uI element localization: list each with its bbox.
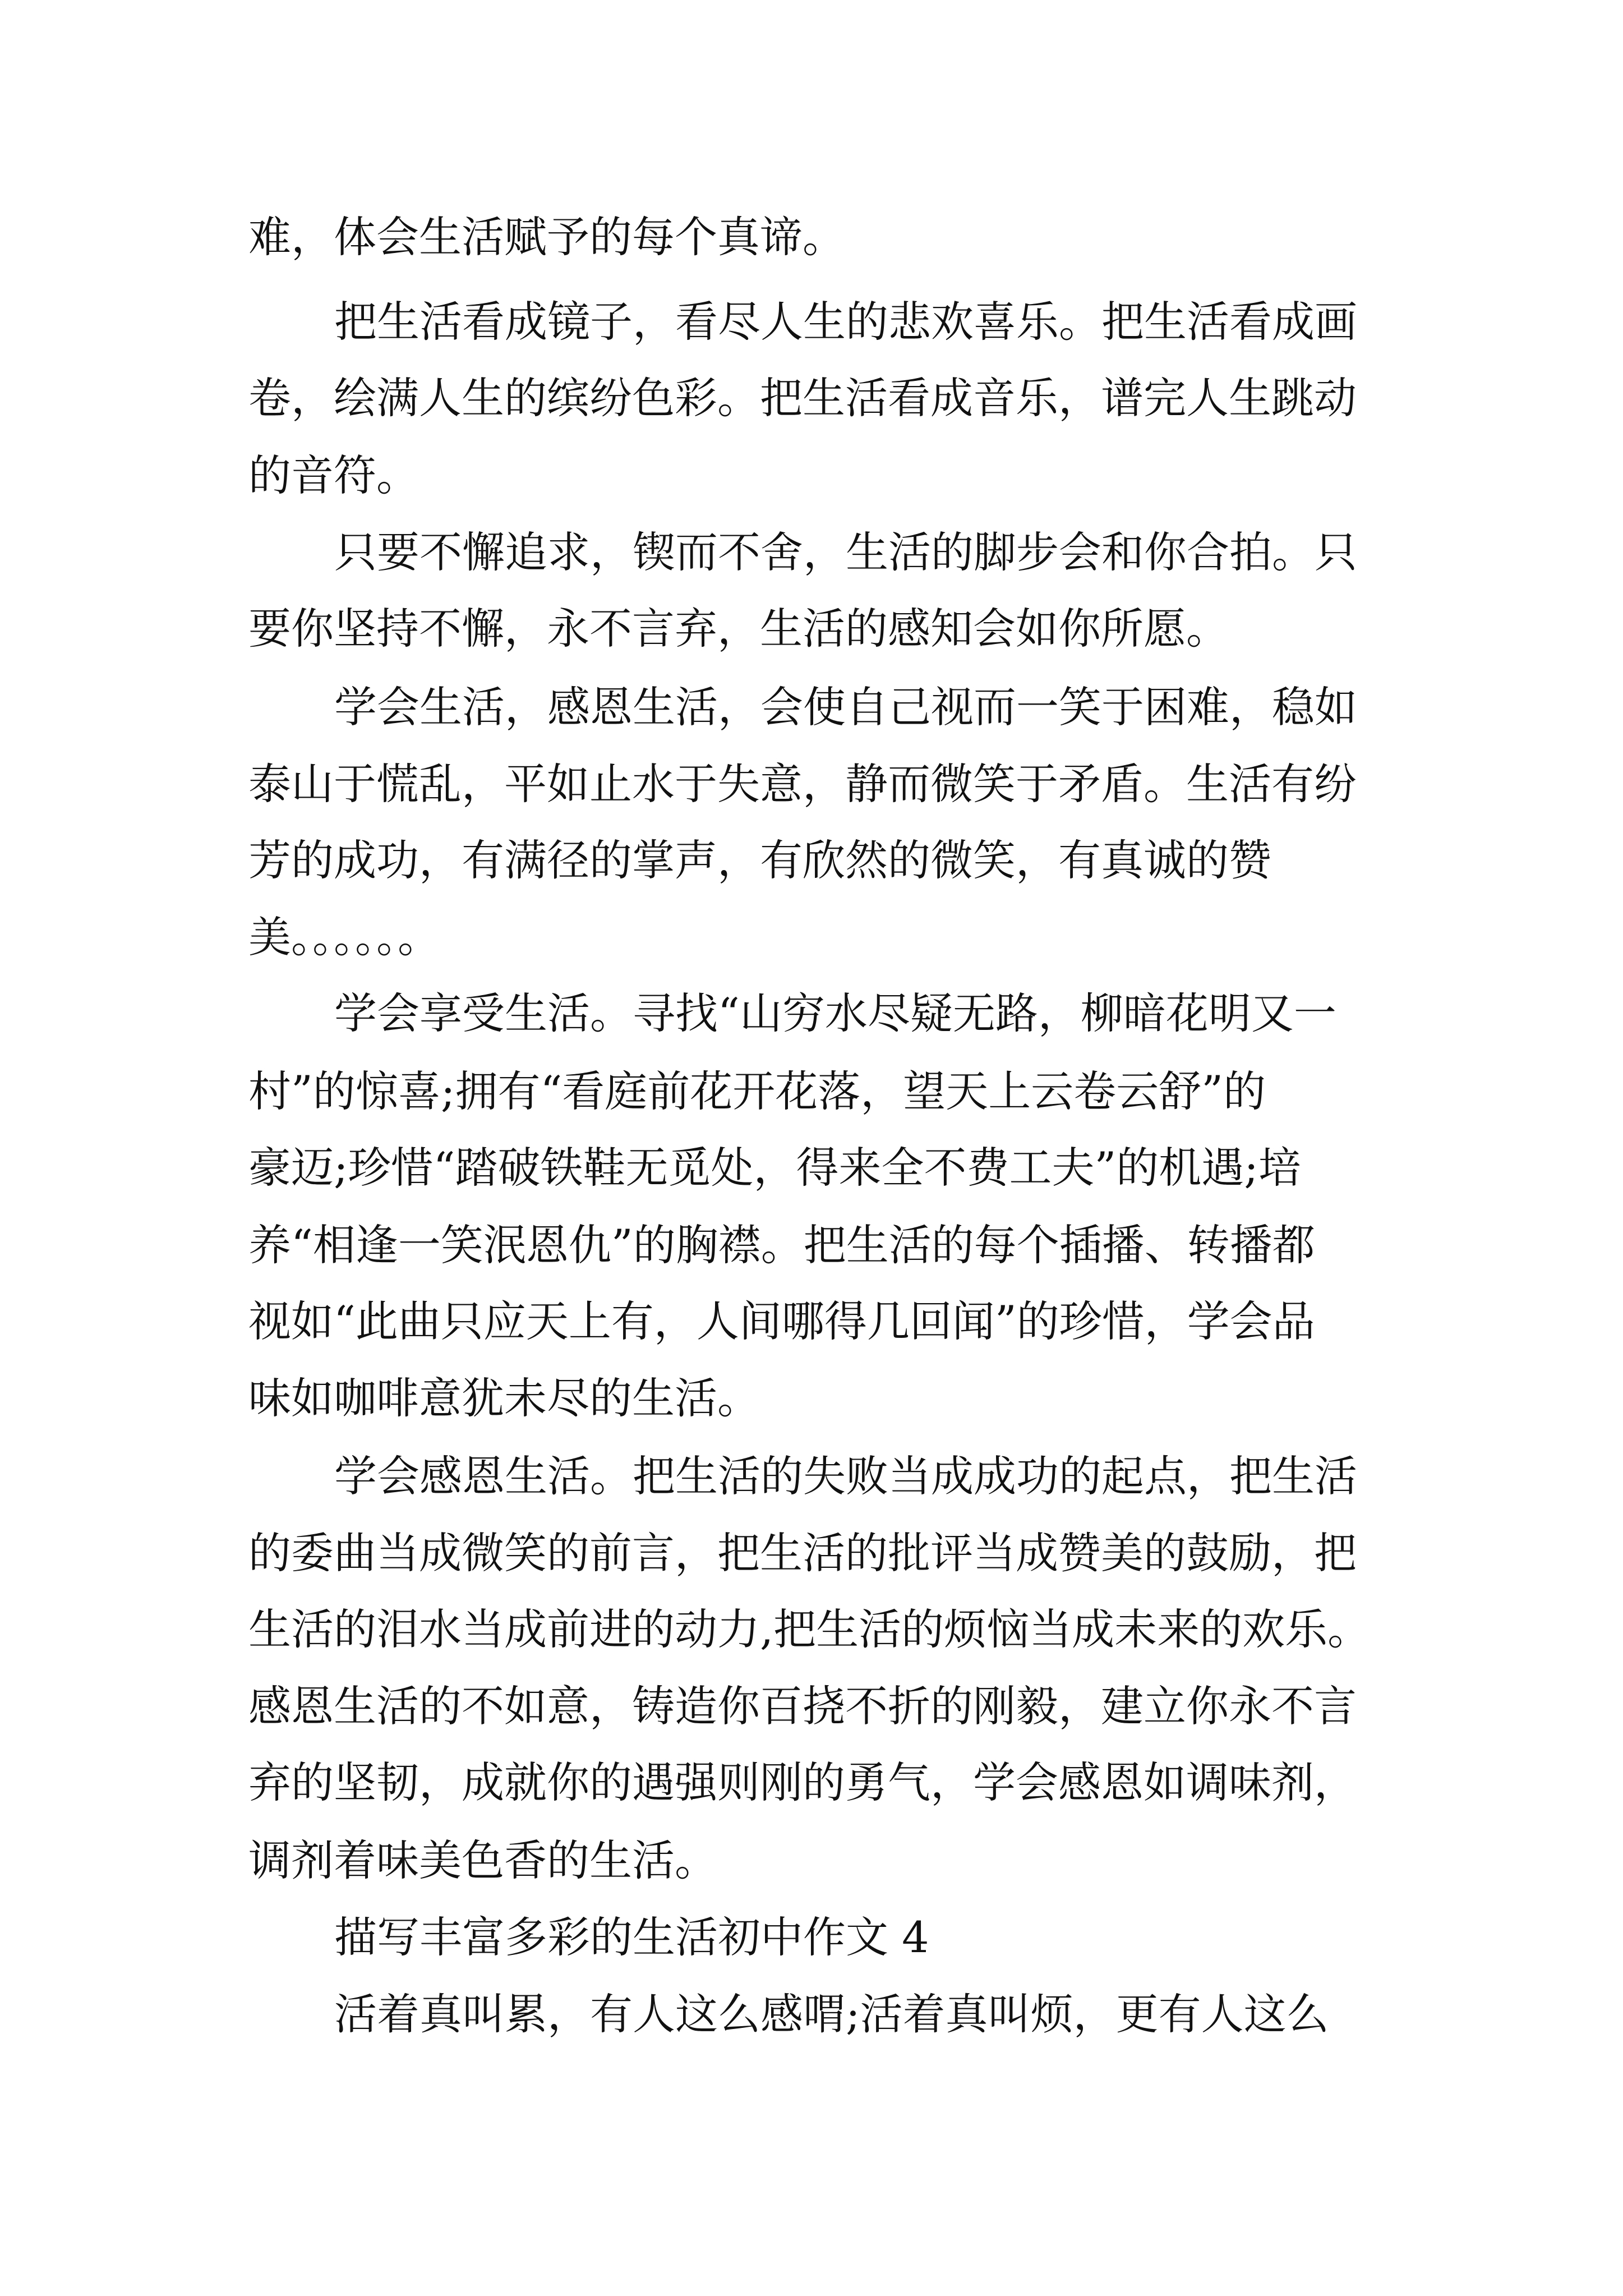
text-line: 难，体会生活赋予的每个真谛。 [248,212,845,262]
text-line: 生活的泪水当成前进的动力,把生活的烦恼当成未来的欢乐。 [248,1604,1371,1654]
text-line: 芳的成功，有满径的掌声，有欣然的微笑，有真诚的赞 [248,835,1271,885]
text-line: 弃的坚韧，成就你的遇强则刚的勇气，学会感恩如调味剂， [248,1757,1357,1807]
paragraph-start-line: 把生活看成镜子，看尽人生的悲欢喜乐。把生活看成画 [334,297,1357,347]
text-line: 泰山于慌乱，平如止水于失意，静而微笑于矛盾。生活有纷 [248,759,1357,809]
paragraph-start-line: 只要不懈追求，锲而不舍，生活的脚步会和你合拍。只 [334,527,1357,577]
text-line: 味如咖啡意犹未尽的生活。 [248,1373,760,1423]
text-line: 视如“此曲只应天上有，人间哪得几回闻”的珍惜，学会品 [248,1296,1315,1346]
paragraph-start-line: 学会享受生活。寻找“山穷水尽疑无路，柳暗花明又一 [334,988,1336,1038]
text-line: 村”的惊喜;拥有“看庭前花开花落，望天上云卷云舒”的 [248,1066,1266,1116]
text-line: 豪迈;珍惜“踏破铁鞋无觅处，得来全不费工夫”的机遇;培 [248,1143,1301,1193]
paragraph-start-line: 活着真叫累，有人这么感喟;活着真叫烦，更有人这么 [334,1989,1329,2039]
paragraph-start-line: 学会感恩生活。把生活的失败当成成功的起点，把生活 [334,1451,1357,1501]
text-line: 卷，绘满人生的缤纷色彩。把生活看成音乐，谱完人生跳动 [248,373,1357,423]
text-line: 调剂着味美色香的生活。 [248,1835,717,1885]
text-line: 养“相逢一笑泯恩仇”的胸襟。把生活的每个插播、转播都 [248,1220,1315,1270]
section-heading: 描写丰富多彩的生活初中作文 4 [334,1912,929,1962]
paragraph-start-line: 学会生活，感恩生活，会使自己视而一笑于困难，稳如 [334,682,1357,732]
text-line: 感恩生活的不如意，铸造你百挠不折的刚毅，建立你永不言 [248,1681,1357,1731]
text-line: 的委曲当成微笑的前言，把生活的批评当成赞美的鼓励，把 [248,1528,1357,1578]
text-line: 美。。。。。。 [248,912,440,962]
text-line: 要你坚持不懈，永不言弃，生活的感知会如你所愿。 [248,604,1229,654]
text-line: 的音符。 [248,450,419,500]
